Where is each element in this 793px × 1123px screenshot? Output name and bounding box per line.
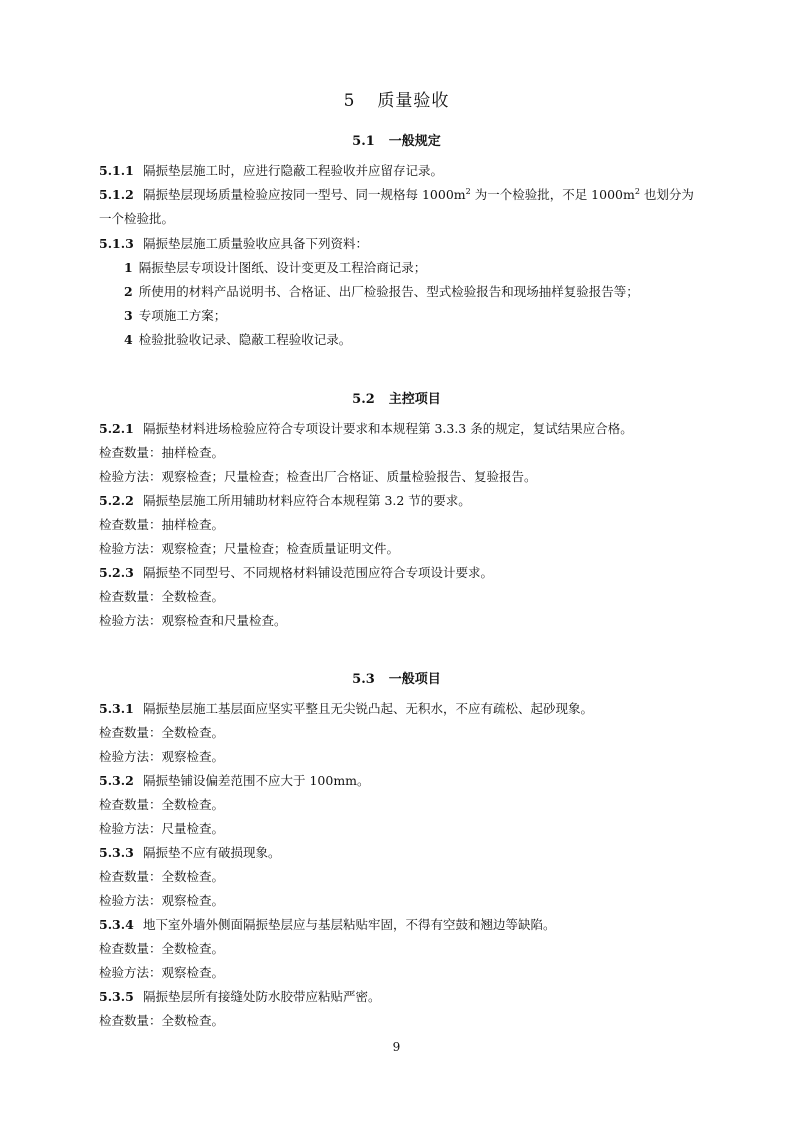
superscript: 2 xyxy=(465,186,471,196)
list-item-text: 隔振垫层专项设计图纸、设计变更及工程洽商记录； xyxy=(138,260,427,275)
section-title-text: 一般项目 xyxy=(388,672,441,687)
inspection-method: 检验方法：观察检查。 xyxy=(99,893,225,908)
inspection-quantity: 检查数量：全数检查。 xyxy=(99,797,225,812)
inspection-quantity: 检查数量：全数检查。 xyxy=(99,725,225,740)
clause-text: 也划分为 xyxy=(639,187,694,202)
list-item-number: 3 xyxy=(124,308,133,323)
inspection-quantity: 检查数量：抽样检查。 xyxy=(99,445,225,460)
clause-number: 5.3.4 xyxy=(99,917,134,932)
section-number: 5.3 xyxy=(352,672,375,687)
clause-5-2-2 xyxy=(99,493,699,509)
clause-text: 隔振垫层施工基层面应坚实平整且无尖锐凸起、无积水，不应有疏松、起砂现象。 xyxy=(142,701,593,716)
clause-text: 地下室外墙外侧面隔振垫层应与基层粘贴牢固，不得有空鼓和翘边等缺陷。 xyxy=(142,917,556,932)
clause-5-2-3 xyxy=(99,565,699,581)
inspection-quantity: 检查数量：抽样检查。 xyxy=(99,517,225,532)
page-number: 9 xyxy=(392,1040,401,1054)
clause-text: 隔振垫材料进场检验应符合专项设计要求和本规程第 3.3.3 条的规定，复试结果应合格。 xyxy=(142,421,633,436)
inspection-quantity: 检查数量：全数检查。 xyxy=(99,869,225,884)
clause-5-1-3 xyxy=(99,236,699,252)
clause-5-2-1 xyxy=(99,421,699,437)
clause-number: 5.3.5 xyxy=(99,989,134,1004)
clause-5-3-5 xyxy=(99,989,699,1005)
chapter-number: 5 xyxy=(343,91,356,111)
inspection-quantity: 检查数量：全数检查。 xyxy=(99,589,225,604)
clause-5-1-2-continued xyxy=(99,211,699,227)
clause-text: 隔振垫不应有破损现象。 xyxy=(142,845,281,860)
inspection-method: 检验方法：观察检查；尺量检查；检查出厂合格证、质量检验报告、复验报告。 xyxy=(99,469,537,484)
list-item-text: 所使用的材料产品说明书、合格证、出厂检验报告、型式检验报告和现场抽样复验报告等； xyxy=(138,284,639,299)
list-item xyxy=(124,308,724,324)
clause-5-3-3 xyxy=(99,845,699,861)
inspection-method: 检验方法：观察检查；尺量检查；检查质量证明文件。 xyxy=(99,541,400,556)
clause-number: 5.3.3 xyxy=(99,845,134,860)
clause-5-3-4 xyxy=(99,917,699,933)
list-item-text: 检验批验收记录、隐蔽工程验收记录。 xyxy=(138,332,352,347)
section-title-5-1 xyxy=(0,130,793,149)
clause-number: 5.1.3 xyxy=(99,236,134,251)
inspection-method: 检验方法：尺量检查。 xyxy=(99,821,225,836)
inspection-quantity: 检查数量：全数检查。 xyxy=(99,941,225,956)
clause-5-1-1 xyxy=(99,163,699,179)
clause-text: 隔振垫不同型号、不同规格材料铺设范围应符合专项设计要求。 xyxy=(142,565,493,580)
section-number: 5.1 xyxy=(352,134,375,149)
clause-text: 一个检验批。 xyxy=(99,211,175,226)
clause-number: 5.2.1 xyxy=(99,421,134,436)
clause-text: 隔振垫层施工所用辅助材料应符合本规程第 3.2 节的要求。 xyxy=(142,493,471,508)
inspection-quantity: 检查数量：全数检查。 xyxy=(99,1013,225,1028)
list-item xyxy=(124,260,724,276)
list-item xyxy=(124,284,724,300)
section-title-5-2 xyxy=(0,388,793,407)
chapter-title-text: 质量验收 xyxy=(377,91,450,111)
clause-number: 5.2.2 xyxy=(99,493,134,508)
section-title-5-3 xyxy=(0,668,793,687)
clause-text: 隔振垫层施工质量验收应具备下列资料： xyxy=(142,236,368,251)
clause-5-1-2 xyxy=(99,187,699,203)
list-item-number: 1 xyxy=(124,260,133,275)
list-item-text: 专项施工方案； xyxy=(138,308,227,323)
clause-text: 隔振垫铺设偏差范围不应大于 100mm。 xyxy=(142,773,370,788)
clause-number: 5.1.1 xyxy=(99,163,134,178)
list-item xyxy=(124,332,724,348)
clause-number: 5.1.2 xyxy=(99,187,134,202)
section-number: 5.2 xyxy=(352,392,375,407)
list-item-number: 4 xyxy=(124,332,133,347)
chapter-title xyxy=(0,86,793,111)
clause-text: 隔振垫层施工时，应进行隐蔽工程验收并应留存记录。 xyxy=(142,163,443,178)
inspection-method: 检验方法：观察检查和尺量检查。 xyxy=(99,613,287,628)
section-title-text: 一般规定 xyxy=(388,134,441,149)
list-item-number: 2 xyxy=(124,284,133,299)
inspection-method: 检验方法：观察检查。 xyxy=(99,965,225,980)
clause-number: 5.3.2 xyxy=(99,773,134,788)
clause-number: 5.3.1 xyxy=(99,701,134,716)
clause-text: 隔振垫层现场质量检验应按同一型号、同一规格每 1000m xyxy=(142,187,466,202)
clause-number: 5.2.3 xyxy=(99,565,134,580)
superscript: 2 xyxy=(634,186,640,196)
clause-text: 为一个检验批，不足 1000m xyxy=(470,187,635,202)
clause-text: 隔振垫层所有接缝处防水胶带应粘贴严密。 xyxy=(142,989,381,1004)
clause-5-3-2 xyxy=(99,773,699,789)
section-title-text: 主控项目 xyxy=(388,392,441,407)
inspection-method: 检验方法：观察检查。 xyxy=(99,749,225,764)
clause-5-3-1 xyxy=(99,701,699,717)
